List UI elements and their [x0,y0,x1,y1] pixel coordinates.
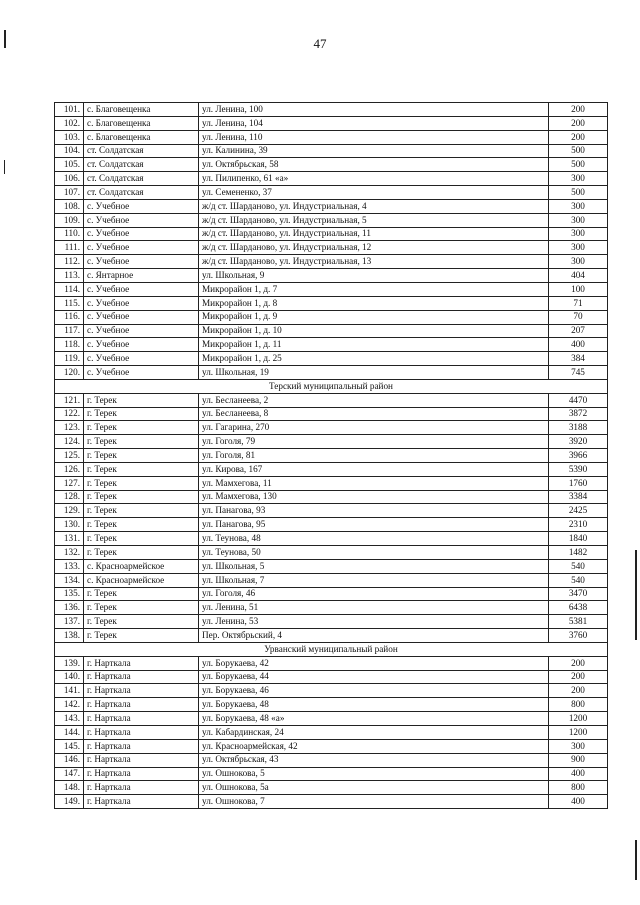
address-cell: ул. Школьная, 7 [199,573,549,587]
row-number-cell: 103. [55,130,84,144]
table-row [55,615,608,629]
table-row [55,601,608,615]
address-cell: Микрорайон 1, д. 7 [199,282,549,296]
address-cell: ул. Ошнокова, 5а [199,781,549,795]
table-row [55,449,608,463]
row-number-cell: 140. [55,670,84,684]
value-cell: 6438 [549,601,608,615]
address-cell: ул. Кирова, 167 [199,462,549,476]
row-number-cell: 127. [55,476,84,490]
row-number-cell: 123. [55,421,84,435]
section-header-row [55,642,608,656]
address-cell: ул. Ошнокова, 5 [199,767,549,781]
value-cell: 200 [549,670,608,684]
value-cell: 200 [549,130,608,144]
table-row [55,282,608,296]
table-row [55,199,608,213]
address-cell: Микрорайон 1, д. 8 [199,296,549,310]
locality-cell: г. Терек [84,587,199,601]
locality-cell: с. Учебное [84,366,199,380]
row-number-cell: 147. [55,767,84,781]
value-cell: 300 [549,213,608,227]
value-cell: 800 [549,781,608,795]
address-cell: ул. Гоголя, 81 [199,449,549,463]
locality-cell: с. Красноармейское [84,559,199,573]
table-row [55,656,608,670]
value-cell: 300 [549,172,608,186]
table-row [55,421,608,435]
table-row [55,393,608,407]
value-cell: 3966 [549,449,608,463]
locality-cell: г. Терек [84,546,199,560]
row-number-cell: 139. [55,656,84,670]
value-cell: 300 [549,255,608,269]
table-row [55,781,608,795]
table-row [55,324,608,338]
address-cell: ж/д ст. Шарданово, ул. Индустриальная, 12 [199,241,549,255]
table-row [55,698,608,712]
value-cell: 540 [549,559,608,573]
locality-cell: г. Нарткала [84,739,199,753]
table-row [55,518,608,532]
address-cell: ж/д ст. Шарданово, ул. Индустриальная, 11 [199,227,549,241]
address-cell: ул. Ленина, 100 [199,103,549,117]
value-cell: 540 [549,573,608,587]
locality-cell: с. Учебное [84,227,199,241]
locality-cell: г. Терек [84,462,199,476]
locality-cell: г. Нарткала [84,753,199,767]
address-cell: Пер. Октябрьский, 4 [199,629,549,643]
value-cell: 300 [549,227,608,241]
table-row [55,753,608,767]
row-number-cell: 116. [55,310,84,324]
locality-cell: г. Нарткала [84,725,199,739]
address-cell: ул. Борукаева, 44 [199,670,549,684]
row-number-cell: 130. [55,518,84,532]
locality-cell: г. Нарткала [84,670,199,684]
row-number-cell: 145. [55,739,84,753]
locality-cell: г. Нарткала [84,656,199,670]
row-number-cell: 113. [55,269,84,283]
address-cell: ул. Теунова, 48 [199,532,549,546]
locality-cell: г. Терек [84,449,199,463]
value-cell: 1200 [549,725,608,739]
table-row [55,670,608,684]
locality-cell: с. Учебное [84,310,199,324]
row-number-cell: 119. [55,352,84,366]
address-cell: ул. Калинина, 39 [199,144,549,158]
section-title: Терский муниципальный район [55,379,608,393]
address-cell: ул. Гагарина, 270 [199,421,549,435]
locality-cell: г. Терек [84,615,199,629]
locality-cell: г. Нарткала [84,698,199,712]
row-number-cell: 118. [55,338,84,352]
address-cell: Микрорайон 1, д. 11 [199,338,549,352]
table-row [55,338,608,352]
table-row [55,116,608,130]
row-number-cell: 148. [55,781,84,795]
locality-cell: г. Терек [84,532,199,546]
locality-cell: г. Терек [84,435,199,449]
locality-cell: с. Благовещенка [84,103,199,117]
row-number-cell: 117. [55,324,84,338]
row-number-cell: 129. [55,504,84,518]
table-row [55,241,608,255]
address-cell: ул. Мамхегова, 11 [199,476,549,490]
row-number-cell: 108. [55,199,84,213]
value-cell: 2425 [549,504,608,518]
address-registry-table [54,102,608,809]
address-cell: ул. Ленина, 53 [199,615,549,629]
locality-cell: с. Учебное [84,241,199,255]
value-cell: 200 [549,684,608,698]
locality-cell: с. Благовещенка [84,130,199,144]
value-cell: 400 [549,767,608,781]
table-row [55,172,608,186]
address-cell: ул. Ленина, 110 [199,130,549,144]
value-cell: 400 [549,338,608,352]
table-row [55,103,608,117]
row-number-cell: 115. [55,296,84,310]
locality-cell: г. Терек [84,421,199,435]
table-row [55,684,608,698]
row-number-cell: 143. [55,712,84,726]
row-number-cell: 141. [55,684,84,698]
address-cell: ж/д ст. Шарданово, ул. Индустриальная, 5 [199,213,549,227]
table-row [55,504,608,518]
address-cell: ул. Борукаева, 48 [199,698,549,712]
table-row [55,476,608,490]
locality-cell: г. Нарткала [84,795,199,809]
value-cell: 200 [549,656,608,670]
address-cell: ул. Гоголя, 46 [199,587,549,601]
row-number-cell: 146. [55,753,84,767]
locality-cell: с. Благовещенка [84,116,199,130]
table-row [55,712,608,726]
locality-cell: г. Терек [84,476,199,490]
table-row [55,629,608,643]
table-row [55,352,608,366]
row-number-cell: 136. [55,601,84,615]
address-cell: ул. Кабардинская, 24 [199,725,549,739]
table-row [55,559,608,573]
locality-cell: с. Учебное [84,213,199,227]
locality-cell: с. Учебное [84,338,199,352]
table-row [55,587,608,601]
address-cell: ул. Ленина, 104 [199,116,549,130]
address-cell: ул. Октябрьская, 43 [199,753,549,767]
value-cell: 1760 [549,476,608,490]
row-number-cell: 132. [55,546,84,560]
table-row [55,767,608,781]
address-cell: Микрорайон 1, д. 9 [199,310,549,324]
address-cell: ул. Мамхегова, 130 [199,490,549,504]
address-cell: ул. Панагова, 95 [199,518,549,532]
row-number-cell: 120. [55,366,84,380]
address-cell: ж/д ст. Шарданово, ул. Индустриальная, 13 [199,255,549,269]
table-row [55,573,608,587]
table-row [55,310,608,324]
locality-cell: г. Терек [84,407,199,421]
value-cell: 1200 [549,712,608,726]
address-cell: ул. Ошнокова, 7 [199,795,549,809]
locality-cell: ст. Солдатская [84,186,199,200]
locality-cell: г. Нарткала [84,767,199,781]
value-cell: 500 [549,144,608,158]
table-row [55,462,608,476]
value-cell: 300 [549,199,608,213]
row-number-cell: 102. [55,116,84,130]
value-cell: 745 [549,366,608,380]
value-cell: 5381 [549,615,608,629]
locality-cell: г. Терек [84,490,199,504]
page-number: 47 [313,36,327,51]
value-cell: 500 [549,158,608,172]
address-cell: ул. Школьная, 9 [199,269,549,283]
value-cell: 71 [549,296,608,310]
row-number-cell: 122. [55,407,84,421]
locality-cell: с. Учебное [84,352,199,366]
value-cell: 1482 [549,546,608,560]
table-row [55,186,608,200]
locality-cell: ст. Солдатская [84,172,199,186]
value-cell: 70 [549,310,608,324]
value-cell: 5390 [549,462,608,476]
value-cell: 3188 [549,421,608,435]
locality-cell: г. Терек [84,518,199,532]
table-row [55,296,608,310]
locality-cell: с. Янтарное [84,269,199,283]
row-number-cell: 106. [55,172,84,186]
row-number-cell: 124. [55,435,84,449]
row-number-cell: 109. [55,213,84,227]
table-row [55,366,608,380]
value-cell: 3470 [549,587,608,601]
value-cell: 404 [549,269,608,283]
value-cell: 400 [549,795,608,809]
value-cell: 300 [549,739,608,753]
scan-margin-mark [635,840,637,880]
address-cell: ул. Школьная, 5 [199,559,549,573]
table-row [55,130,608,144]
address-cell: ул. Школьная, 19 [199,366,549,380]
address-cell: ул. Борукаева, 46 [199,684,549,698]
row-number-cell: 112. [55,255,84,269]
value-cell: 500 [549,186,608,200]
row-number-cell: 149. [55,795,84,809]
address-cell: ул. Красноармейская, 42 [199,739,549,753]
locality-cell: г. Терек [84,393,199,407]
locality-cell: г. Терек [84,504,199,518]
locality-cell: с. Учебное [84,255,199,269]
table-row [55,213,608,227]
row-number-cell: 144. [55,725,84,739]
value-cell: 4470 [549,393,608,407]
row-number-cell: 125. [55,449,84,463]
address-cell: ул. Панагова, 93 [199,504,549,518]
value-cell: 384 [549,352,608,366]
locality-cell: г. Терек [84,629,199,643]
table-row [55,158,608,172]
table-row [55,532,608,546]
address-cell: ул. Борукаева, 48 «а» [199,712,549,726]
table-row [55,255,608,269]
address-cell: ул. Борукаева, 42 [199,656,549,670]
row-number-cell: 104. [55,144,84,158]
section-header-row [55,379,608,393]
address-cell: ж/д ст. Шарданово, ул. Индустриальная, 4 [199,199,549,213]
locality-cell: с. Учебное [84,199,199,213]
table-row [55,435,608,449]
locality-cell: г. Нарткала [84,712,199,726]
value-cell: 3760 [549,629,608,643]
address-cell: ул. Гоголя, 79 [199,435,549,449]
locality-cell: ст. Солдатская [84,158,199,172]
row-number-cell: 107. [55,186,84,200]
row-number-cell: 126. [55,462,84,476]
scan-margin-mark [4,160,5,174]
table-row [55,546,608,560]
table-body [55,103,608,809]
value-cell: 1840 [549,532,608,546]
table-row [55,269,608,283]
table-row [55,725,608,739]
address-cell: ул. Октябрьская, 58 [199,158,549,172]
address-cell: ул. Бесланеева, 8 [199,407,549,421]
address-cell: ул. Бесланеева, 2 [199,393,549,407]
value-cell: 200 [549,116,608,130]
locality-cell: г. Терек [84,601,199,615]
address-cell: ул. Ленина, 51 [199,601,549,615]
scan-margin-mark [635,550,637,640]
table-row [55,795,608,809]
row-number-cell: 114. [55,282,84,296]
value-cell: 800 [549,698,608,712]
section-title: Урванский муниципальный район [55,642,608,656]
address-cell: Микрорайон 1, д. 25 [199,352,549,366]
value-cell: 100 [549,282,608,296]
table-row [55,227,608,241]
address-cell: ул. Семененко, 37 [199,186,549,200]
value-cell: 3872 [549,407,608,421]
row-number-cell: 128. [55,490,84,504]
row-number-cell: 138. [55,629,84,643]
row-number-cell: 134. [55,573,84,587]
value-cell: 200 [549,103,608,117]
row-number-cell: 131. [55,532,84,546]
row-number-cell: 101. [55,103,84,117]
row-number-cell: 121. [55,393,84,407]
address-cell: Микрорайон 1, д. 10 [199,324,549,338]
address-cell: ул. Теунова, 50 [199,546,549,560]
locality-cell: с. Учебное [84,324,199,338]
row-number-cell: 133. [55,559,84,573]
row-number-cell: 135. [55,587,84,601]
value-cell: 207 [549,324,608,338]
locality-cell: с. Учебное [84,296,199,310]
row-number-cell: 142. [55,698,84,712]
row-number-cell: 111. [55,241,84,255]
address-cell: ул. Пилипенко, 61 «а» [199,172,549,186]
locality-cell: с. Красноармейское [84,573,199,587]
row-number-cell: 137. [55,615,84,629]
value-cell: 300 [549,241,608,255]
locality-cell: г. Нарткала [84,684,199,698]
row-number-cell: 110. [55,227,84,241]
value-cell: 900 [549,753,608,767]
locality-cell: г. Нарткала [84,781,199,795]
value-cell: 2310 [549,518,608,532]
locality-cell: ст. Солдатская [84,144,199,158]
table-row [55,407,608,421]
value-cell: 3384 [549,490,608,504]
locality-cell: с. Учебное [84,282,199,296]
table-row [55,144,608,158]
table-row [55,739,608,753]
table-row [55,490,608,504]
value-cell: 3920 [549,435,608,449]
row-number-cell: 105. [55,158,84,172]
